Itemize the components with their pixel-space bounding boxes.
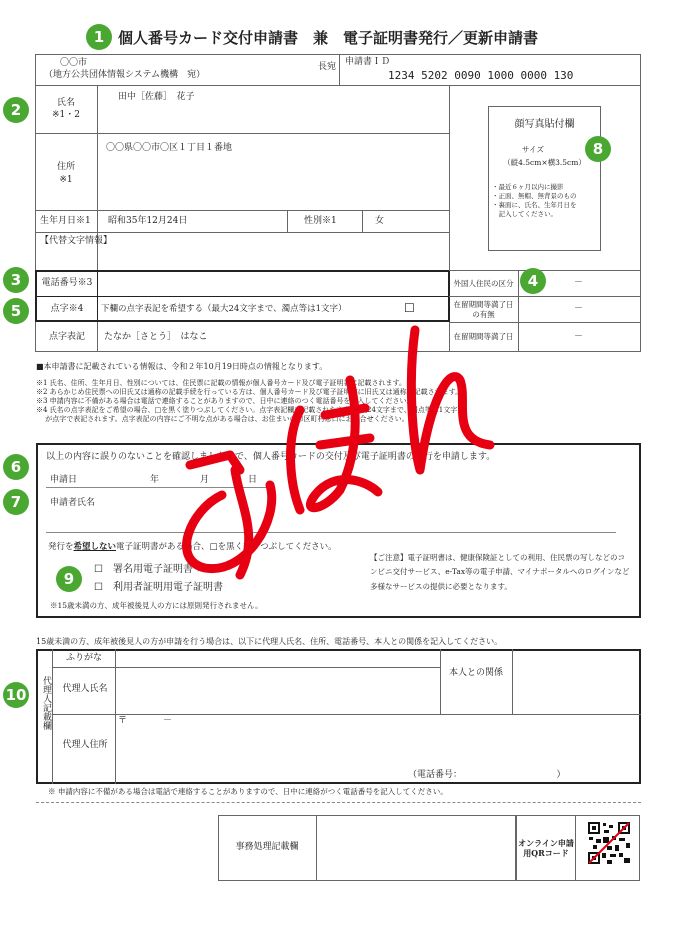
application-date-label: 申請日 [50,475,78,485]
furigana-label: ふりがな [65,653,102,663]
braille-label: 点字※4 [50,304,84,314]
proxy-side-label: 代理人記載欄 [41,676,51,730]
photo-size-value: （縦4.5cm×横3.5cm） [503,158,586,167]
step-badge-1: 1 [86,24,112,50]
photo-rule: ・正面、無帽、無背景のもの [492,192,577,200]
signature-cert-checkbox[interactable]: ☐ 署名用電子証明書 ※ [94,564,207,575]
name-label: 氏名 [56,98,75,108]
step-badge-10: 10 [3,682,29,708]
step-badge-3: 3 [3,267,29,293]
notice-line: ※4 氏名の点字表記をご希望の場合、□を黒く塗りつぶしてください。点字表記欄に記載された文字(最大24文字まで、濁点等は1文字) [36,406,460,414]
name-value[interactable]: 田中［佐藤］ 花子 [118,92,195,102]
step-badge-4: 4 [520,268,546,294]
step-badge-5: 5 [3,298,29,324]
relation-input[interactable] [514,651,639,713]
proxy-intro: 15歳未満の方、成年被後見人の方が申請を行う場合は、以下に代理人氏名、住所、電話番号、本人との関係を記入してください。 [36,637,503,646]
jlis-addressee: （地方公共団体情報システム機構 宛） [44,70,206,80]
notice-main: ■本申請書に記載されている情報は、令和２年10月19日時点の情報となります。 [36,362,328,371]
photo-title: 顔写真貼付欄 [514,119,575,130]
stay-expiry-label: 在留期間等満了日 [453,332,514,342]
city-name: 〇〇市 [60,58,88,68]
stay-expiry-value: － [574,332,584,342]
stay-period-value: － [574,304,584,314]
step-badge-7: 7 [3,489,29,515]
application-id-value: 1234 5202 0090 1000 0000 130 [388,69,574,82]
caution-note: 【ご注意】電子証明書は、健康保険証としての利用、住民票の写しなどのコンビニ交付サービス、e-Tax等の電子申請、マイナポータルへのログインなど多様なサービスの提供に必要となります。 [370,553,630,591]
birth-value[interactable]: 昭和35年12月24日 [108,216,188,226]
sex-label: 性別※1 [304,216,337,226]
proxy-phone[interactable]: （電話番号： ） [408,770,566,780]
office-label: 事務処理記載欄 [235,842,299,852]
foreign-resident-label: 外国人住民の区分 [453,278,514,288]
under15-note: ※15歳未満の方、成年被後見人の方には原則発行されません。 [50,601,263,610]
braille-notation-label: 点字表記 [48,332,85,342]
cert-instruction-suffix: 電子証明書がある場合、□を黒く塗りつぶしてください。 [116,542,337,552]
date-month: 月 [200,475,210,485]
braille-notation-value[interactable]: たなか［さとう］ はなこ [104,332,208,342]
name-note: ※1・2 [52,110,80,120]
stay-period-label: 在留期間等満了日の有無 [453,299,514,319]
proxy-postal[interactable]: 〒 － [118,716,173,726]
furigana-input[interactable] [117,651,438,666]
alt-chars-label: 【代替文字情報】 [40,236,113,246]
notice-line: が点字で表記されます。点字表記の内容にご不明な点がある場合は、お住まいの市区町村窓口にお問合せください。 [36,415,409,423]
photo-rule: 記入してください。 [492,210,557,218]
qr-code-icon[interactable] [587,821,631,865]
photo-size-label: サイズ [522,145,544,154]
braille-option-text: 下欄の点字表記を希望する（最大24文字まで、濁点等は1文字） [101,304,347,314]
notice-line: ※2 あらかじめ住民票への旧氏又は通称の記載手続を行っている方は、個人番号カード及び電子証明書に旧氏又は通称が記載されます。 [36,388,463,396]
step-badge-8: 8 [585,136,611,162]
notice-line: ※3 申請内容に不備がある場合は電話で連絡することがありますので、日中に連絡のつく電話番号を記入してください。 [36,397,414,405]
braille-checkbox[interactable]: ☐ [404,301,415,315]
step-badge-6: 6 [3,454,29,480]
proxy-address-label: 代理人住所 [62,740,108,750]
date-year: 年 [150,475,160,485]
sample-stamp [150,270,510,600]
photo-rule: ・最近６ヶ月以内に撮影 [492,183,564,191]
date-day: 日 [248,475,258,485]
foreign-resident-value: － [574,278,584,288]
cert-instruction-prefix: 発行を [48,542,74,552]
address-label: 住所 [56,162,75,172]
online-qr-label: オンライン申請用QRコード [518,837,574,858]
user-cert-checkbox[interactable]: ☐ 利用者証明用電子証明書 [94,582,223,593]
photo-rule: ・裏面に、氏名、生年月日を [492,201,577,209]
address-value[interactable]: 〇〇県〇〇市〇区１丁目１番地 [106,143,233,153]
cut-line [36,802,641,803]
phone-label: 電話番号※3 [41,278,93,288]
mayor-label: 長宛 [318,62,337,72]
step-badge-2: 2 [3,97,29,123]
notice-line: ※1 氏名、住所、生年月日、性別については、住民票に記載の情報が個人番号カード及び電子証明書に記載されます。 [36,379,406,387]
form-title: 個人番号カード交付申請書 兼 電子証明書発行／更新申請書 [118,29,539,47]
application-id-label: 申請書ＩＤ [345,57,391,67]
relation-label: 本人との関係 [448,668,503,678]
proxy-name-input[interactable] [117,669,438,713]
step-badge-9: 9 [56,566,82,592]
birth-label: 生年月日※1 [40,216,91,226]
applicant-name-label: 申請者氏名 [50,498,96,508]
proxy-note: ※ 申請内容に不備がある場合は電話で連絡することがありますので、日中に連絡がつく電話番号を記入してください。 [48,787,448,796]
cert-instruction-emphasis: 希望しない [73,542,117,552]
confirmation-statement: 以上の内容に誤りのないことを確認しましたので、個人番号カードの交付及び電子証明書の発行を申請します。 [46,452,496,462]
sample-stamp-text [0,0,1,1]
proxy-name-label: 代理人氏名 [62,684,108,694]
sex-value[interactable]: 女 [375,216,385,226]
address-note: ※1 [59,175,73,185]
